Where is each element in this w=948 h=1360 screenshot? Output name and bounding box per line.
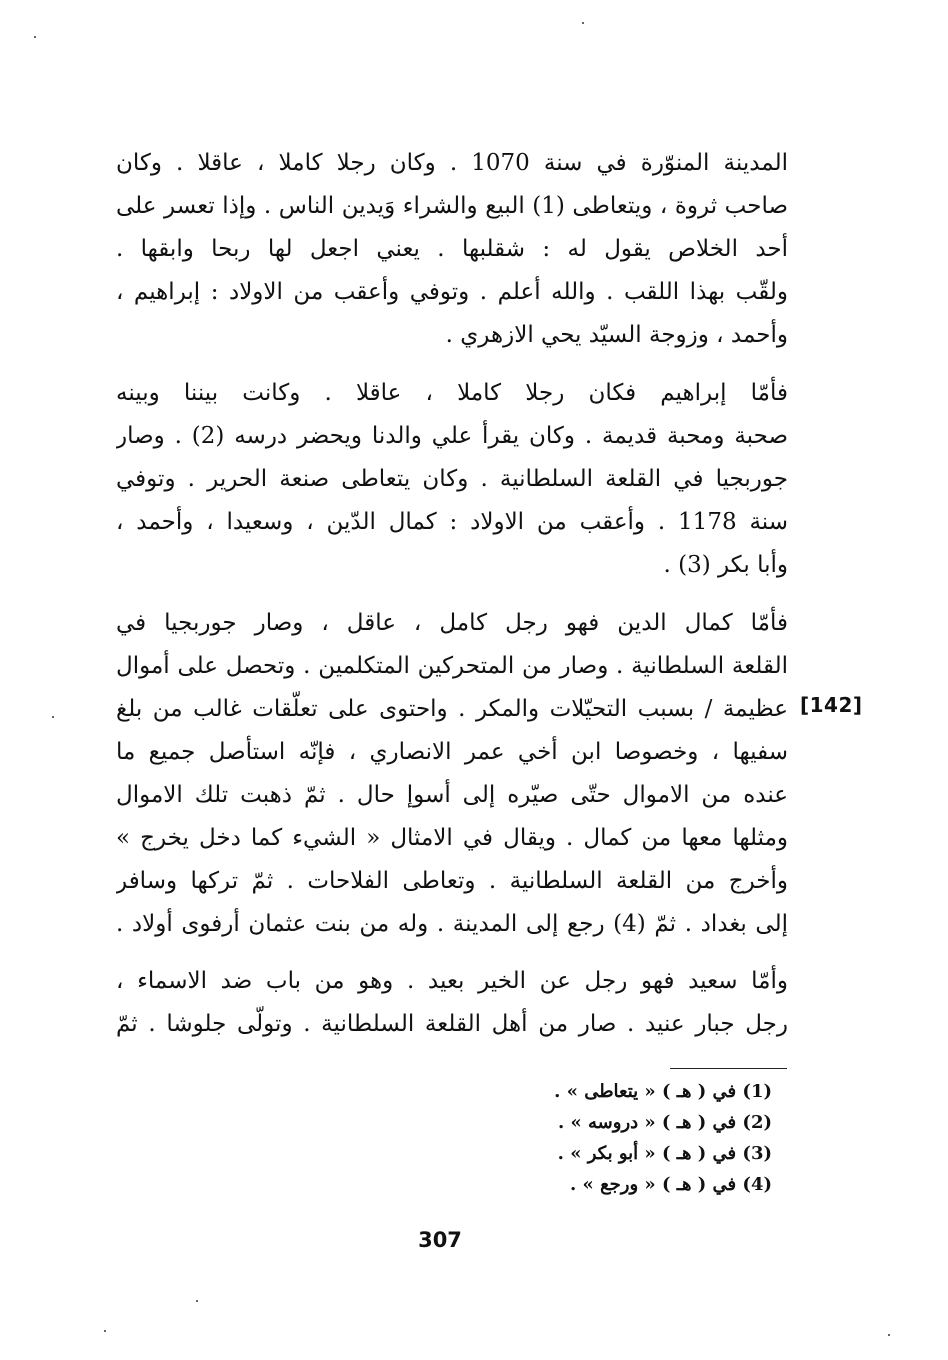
- text-line: وأخرج من القلعة السلطانية . وتعاطى الفلاحات . ثمّ تركها وسافر: [116, 868, 788, 894]
- text-line: وأمّا سعيد فهو رجل عن الخير بعيد . وهو من باب ضد الاسماء ،: [116, 968, 788, 994]
- text-line: أحد الخلاص يقول له : شقلبها . يعني اجعل لها ربحا وابقها .: [116, 236, 788, 262]
- text-line: عنده من الاموال حتّى صيّره إلى أسوإ حال . ثمّ ذهبت تلك الاموال: [116, 782, 788, 808]
- text-line: فأمّا كمال الدين فهو رجل كامل ، عاقل ، وصار جوربجيا في: [116, 610, 788, 636]
- text-line: القلعة السلطانية . وصار من المتحركين المتكلمين . وتحصل على أموال: [116, 653, 788, 679]
- margin-page-reference: [142]: [800, 693, 863, 717]
- text-line: صحبة ومحبة قديمة . وكان يقرأ علي والدنا ويحضر درسه (2) . وصار: [116, 423, 788, 449]
- text-line: إلى بغداد . ثمّ (4) رجع إلى المدينة . وله من بنت عثمان أرفوى أولاد .: [116, 911, 788, 937]
- scan-speck: [196, 1300, 198, 1302]
- page-number: 307: [418, 1228, 462, 1252]
- text-line: فأمّا إبراهيم فكان رجلا كاملا ، عاقلا . وكانت بيننا وبينه: [116, 380, 788, 406]
- text-line: وأحمد ، وزوجة السيّد يحي الازهري .: [445, 322, 788, 348]
- footnote-separator: [670, 1068, 787, 1069]
- footnote: (3) في ( هـ ) « أبو بكر » .: [557, 1143, 772, 1164]
- text-line: رجل جبار عنيد . صار من أهل القلعة السلطانية . وتولّى جلوشا . ثمّ: [116, 1011, 788, 1037]
- text-line: جوربجيا في القلعة السلطانية . وكان يتعاطى صنعة الحرير . وتوفي: [116, 466, 788, 492]
- text-line: المدينة المنوّرة في سنة 1070 . وكان رجلا كاملا ، عاقلا . وكان: [116, 150, 788, 176]
- footnotes: [440, 1076, 772, 1200]
- text-line: ولقّب بهذا اللقب . والله أعلم . وتوفي وأعقب من الاولاد : إبراهيم ،: [116, 279, 788, 305]
- text-line: صاحب ثروة ، ويتعاطى (1) البيع والشراء وَيدين الناس . وإذا تعسر على: [116, 193, 788, 219]
- scan-speck: [582, 22, 584, 24]
- footnote: (4) في ( هـ ) « ورجع » .: [570, 1174, 772, 1195]
- paragraph-3: [116, 602, 788, 946]
- text-line: سفيها ، وخصوصا ابن أخي عمر الانصاري ، فإنّه استأصل جميع ما: [116, 739, 788, 765]
- paragraph-1: [116, 142, 788, 357]
- text-line: وأبا بكر (3) .: [663, 552, 788, 578]
- paragraph-2: [116, 372, 788, 587]
- scan-speck: [52, 716, 54, 718]
- paragraph-4: [116, 960, 788, 1046]
- footnote: (2) في ( هـ ) « دروسه » .: [557, 1112, 772, 1133]
- scan-speck: [888, 1334, 890, 1336]
- text-line: ومثلها معها من كمال . ويقال في الامثال « الشيء كما دخل يخرج »: [116, 825, 788, 851]
- text-line: سنة 1178 . وأعقب من الاولاد : كمال الدّين ، وسعيدا ، وأحمد ،: [116, 509, 788, 535]
- text-line: عظيمة / بسبب التحيّلات والمكر . واحتوى على تعلّقات غالب من بلغ: [116, 696, 788, 722]
- footnote: (1) في ( هـ ) « يتعاطى » .: [554, 1081, 772, 1102]
- scan-speck: [34, 36, 36, 38]
- scan-speck: [104, 1330, 106, 1332]
